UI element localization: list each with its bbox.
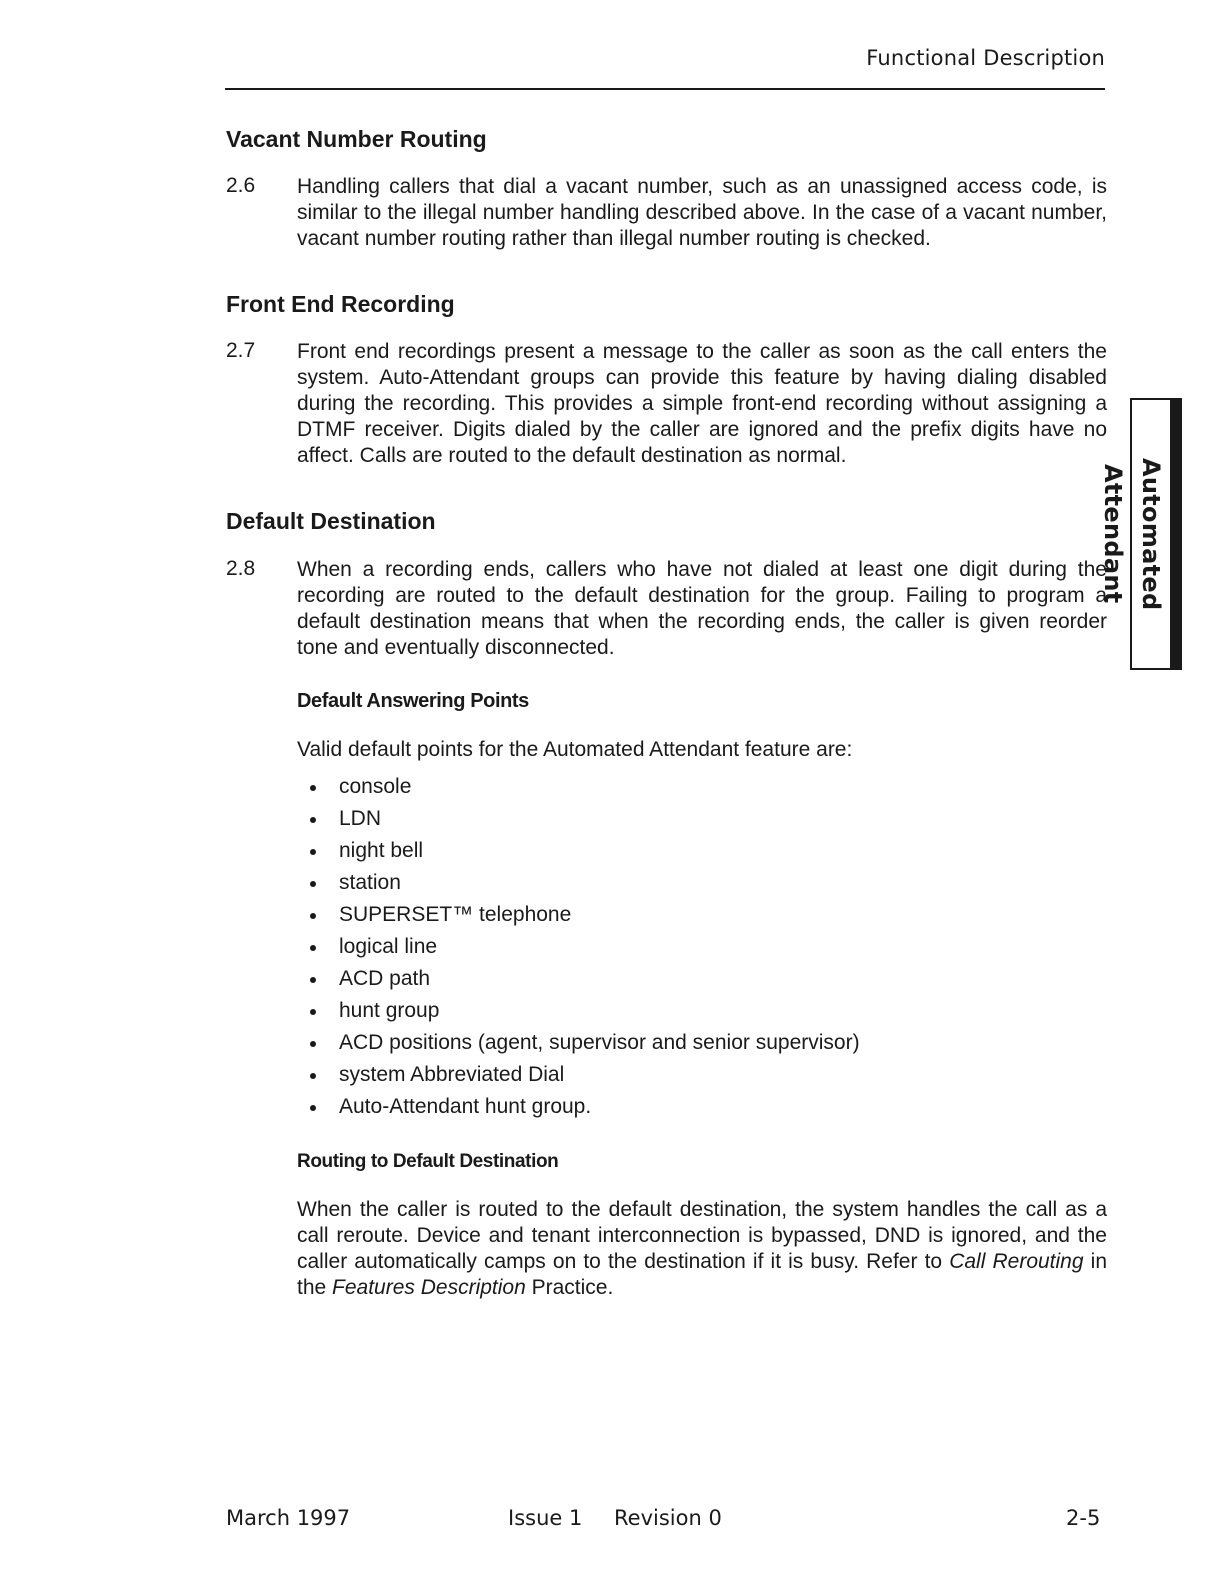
paragraph-number-2-7: 2.7 bbox=[226, 339, 256, 362]
reference-features-description: Features Description bbox=[332, 1276, 526, 1299]
footer-page-number: 2-5 bbox=[1066, 1506, 1101, 1530]
list-item bbox=[297, 773, 860, 805]
bullet-icon bbox=[310, 785, 316, 791]
footer-date: March 1997 bbox=[226, 1506, 351, 1530]
routing-text-middle: in the bbox=[297, 1250, 1107, 1299]
tab-bar bbox=[1170, 398, 1182, 670]
bullet-icon bbox=[310, 1105, 316, 1111]
bullet-icon bbox=[310, 817, 316, 823]
list-item-text: hunt group bbox=[339, 999, 440, 1022]
routing-text-after: Practice. bbox=[525, 1276, 614, 1299]
section-thumb-tab bbox=[1099, 398, 1182, 670]
paragraph-number-2-8: 2.8 bbox=[226, 557, 256, 580]
subheading-routing-to-default-destination: Routing to Default Destination bbox=[297, 1151, 559, 1172]
list-item bbox=[297, 965, 860, 997]
list-item bbox=[297, 1093, 860, 1125]
list-item bbox=[297, 805, 860, 837]
heading-vacant-number-routing: Vacant Number Routing bbox=[226, 126, 487, 152]
list-item-text: SUPERSET™ telephone bbox=[339, 903, 572, 926]
reference-call-rerouting: Call Rerouting bbox=[949, 1250, 1084, 1273]
paragraph-2-8-text: When a recording ends, callers who have not dialed at least one digit during the recording are routed to the default destination for the group. Failing to program a default destination means that when the recording ends, the caller is given reorder tone and eventually disconnected. bbox=[297, 558, 1107, 659]
bullet-icon bbox=[310, 1009, 316, 1015]
header-title: Functional Description bbox=[866, 46, 1105, 70]
heading-default-destination: Default Destination bbox=[226, 508, 436, 534]
bullet-icon bbox=[310, 945, 316, 951]
bullet-icon bbox=[310, 1073, 316, 1079]
list-item-text: console bbox=[339, 775, 412, 798]
bullet-icon bbox=[310, 977, 316, 983]
tab-label: Automated Attendant bbox=[1099, 457, 1165, 611]
paragraph-2-6-text: Handling callers that dial a vacant number, such as an unassigned access code, is similar to the illegal number handling described above. In the case of a vacant number, vacant number routing rather than illegal number routing is checked. bbox=[297, 175, 1107, 250]
list-item bbox=[297, 901, 860, 933]
list-item bbox=[297, 837, 860, 869]
list-item-text: LDN bbox=[339, 807, 382, 830]
paragraph-number-2-6: 2.6 bbox=[226, 174, 256, 197]
bullet-icon bbox=[310, 1041, 316, 1047]
list-item bbox=[297, 1061, 860, 1093]
list-item-text: Auto-Attendant hunt group. bbox=[339, 1095, 592, 1118]
bullet-icon bbox=[310, 881, 316, 887]
list-item-text: ACD positions (agent, supervisor and senior supervisor) bbox=[339, 1031, 860, 1054]
footer-revision: Revision 0 bbox=[614, 1506, 722, 1530]
list-item bbox=[297, 869, 860, 901]
page-header bbox=[225, 44, 1105, 90]
list-item bbox=[297, 933, 860, 965]
list-item-text: night bell bbox=[339, 839, 424, 862]
answering-points-intro: Valid default points for the Automated Attendant feature are: bbox=[297, 738, 853, 761]
heading-front-end-recording: Front End Recording bbox=[226, 291, 455, 317]
list-item-text: station bbox=[339, 871, 401, 894]
bullet-icon bbox=[310, 849, 316, 855]
list-item-text: system Abbreviated Dial bbox=[339, 1063, 565, 1086]
list-item-text: logical line bbox=[339, 935, 438, 958]
paragraph-2-7-text: Front end recordings present a message to the caller as soon as the call enters the system. Auto-Attendant groups can provide this feature by having dialing disabled during the recording. This provides a simple front-end recording without assigning a DTMF receiver. Digits dialed by the caller are ignored and the prefix digits have no affect. Calls are routed to the default destination as normal. bbox=[297, 340, 1107, 467]
subheading-default-answering-points: Default Answering Points bbox=[297, 690, 529, 712]
list-item bbox=[297, 1029, 860, 1061]
bullet-icon bbox=[310, 913, 316, 919]
list-item-text: ACD path bbox=[339, 967, 431, 990]
routing-text-before: When the caller is routed to the default destination, the system handles the call as a call reroute. Device and tenant interconnection is bypassed, DND is ignored, and the caller automatically camps on to the destination if it is busy. Refer to bbox=[297, 1198, 1107, 1273]
answering-points-list bbox=[297, 773, 860, 1125]
list-item bbox=[297, 997, 860, 1029]
footer-issue: Issue 1 bbox=[508, 1506, 583, 1530]
routing-paragraph bbox=[297, 1197, 1107, 1301]
